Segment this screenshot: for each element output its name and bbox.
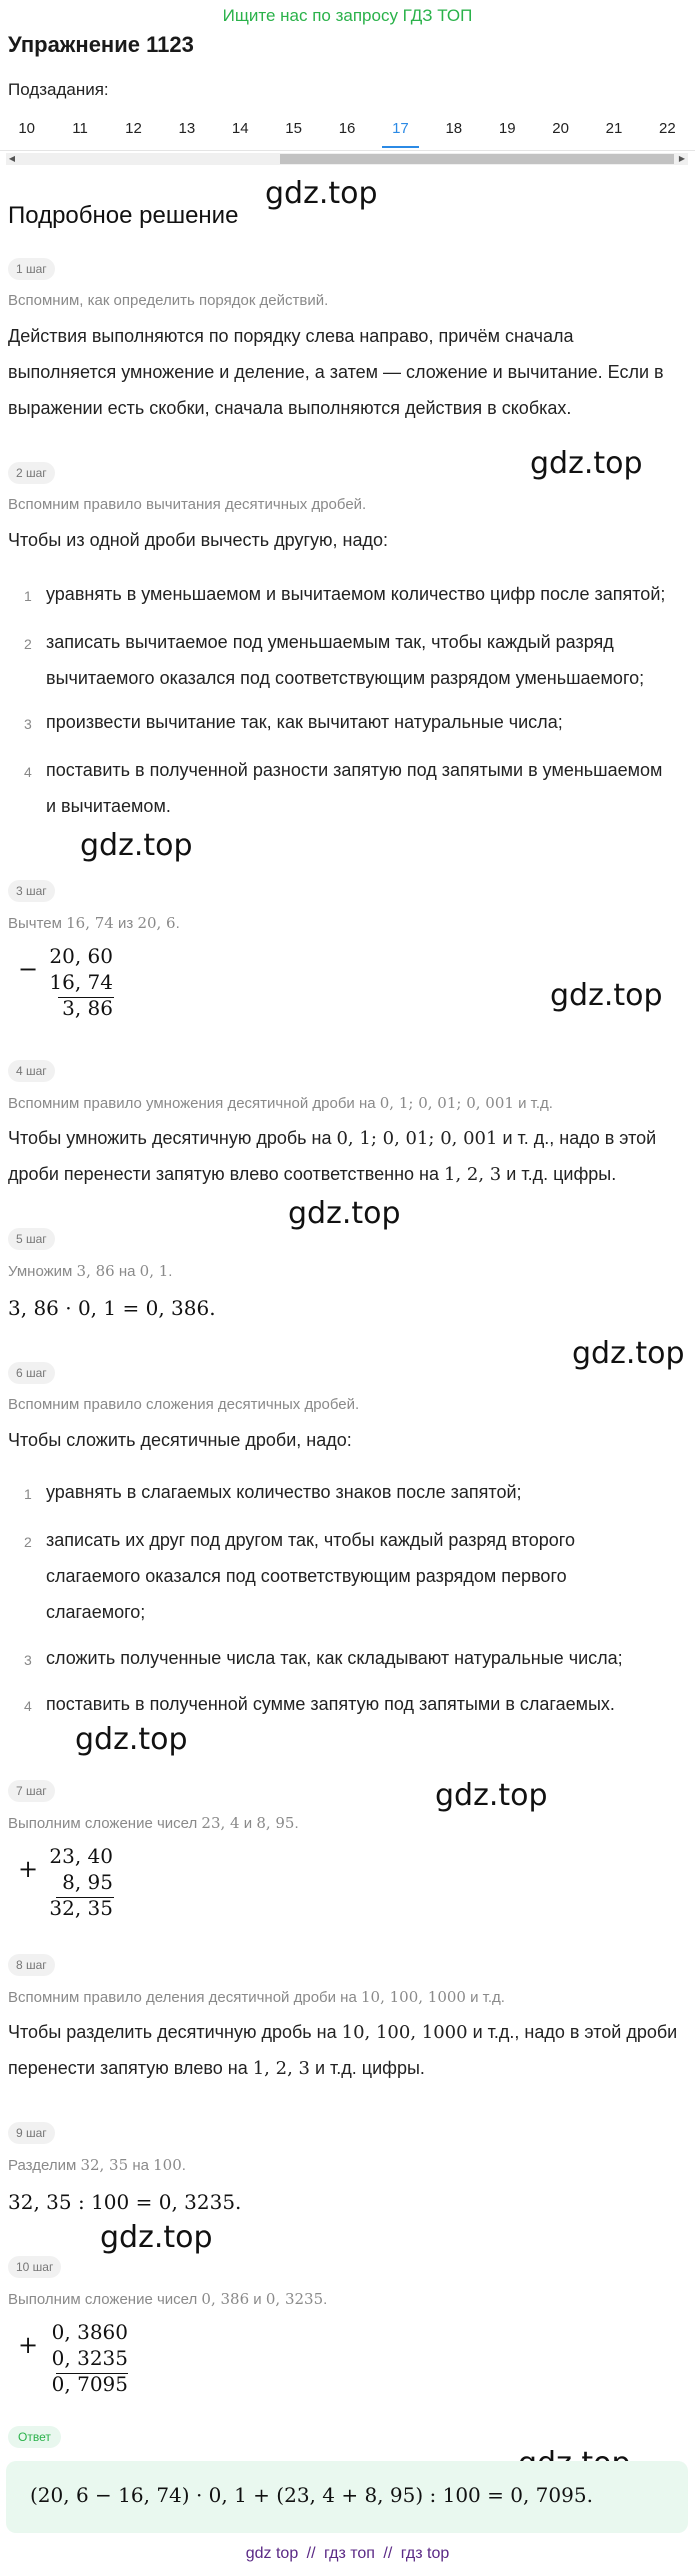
list-number: 4 [24,764,32,780]
subtask-tab-14[interactable]: 14 [231,120,249,137]
subtask-tabs [0,114,695,150]
column-top-number: 0, 3860 [51,2320,128,2344]
column-result: 3, 86 [62,996,113,1020]
step-badge: 5 шаг [8,1228,55,1250]
list-number: 2 [24,1534,32,1550]
list-item-text: и вычитаемом. [46,796,171,816]
equation: 3, 86 · 0, 1 = 0, 386. [8,1296,216,1320]
step-text-line: дроби перенести запятую влево соответственно на 1, 2, 3 и т.д. цифры. [8,1164,617,1185]
step-hint: Выполним сложение чисел 0, 386 и 0, 3235. [8,2290,328,2308]
tabs-divider [0,150,695,151]
list-item-text: записать вычитаемое под уменьшаемым так, чтобы каждый разряд [46,632,614,652]
step-hint: Вспомним правило деления десятичной дроби на 10, 100, 1000 и т.д. [8,1988,505,2006]
page-title: Упражнение 1123 [8,32,194,57]
step-badge: 7 шаг [8,1780,55,1802]
subtask-tab-10[interactable]: 10 [18,120,36,137]
watermark: gdz.top [265,176,378,211]
subtask-tab-17[interactable]: 17 [374,114,427,150]
step-text-line: выражении есть скобки, сначала выполняются действия в скобках. [8,398,572,418]
footer-separator: // [383,2545,393,2562]
step-text-line: Чтобы умножить десятичную дробь на 0, 1; 0, 01; 0, 001 и т. д., надо в этой [8,1128,657,1149]
step-text-line: Действия выполняются по порядку слева направо, причём сначала [8,326,574,346]
minus-operator: − [18,955,39,983]
subtask-tab-16[interactable]: 16 [338,120,356,137]
step-badge: 2 шаг [8,462,55,484]
watermark: gdz.top [288,1196,401,1231]
step-badge: 4 шаг [8,1060,55,1082]
column-bottom-number: 8, 95 [62,1870,113,1894]
list-item-text: вычитаемого оказался под соответствующим разрядом уменьшаемого; [46,668,645,688]
list-item-text: сложить полученные числа так, как складывают натуральные числа; [46,1648,623,1668]
subtask-tab-18[interactable]: 18 [445,120,463,137]
step-hint: Вспомним правило сложения десятичных дробей. [8,1396,360,1413]
column-bottom-number: 16, 74 [49,970,113,994]
plus-operator: + [18,2331,39,2359]
watermark: gdz.top [80,828,193,863]
watermark: gdz.top [100,2220,213,2255]
watermark: gdz.top [572,1336,685,1371]
step-text-line: перенести запятую влево на 1, 2, 3 и т.д. цифры. [8,2058,425,2079]
step-hint: Умножим 3, 86 на 0, 1. [8,1262,173,1280]
step-hint: Разделим 32, 35 на 100. [8,2156,186,2174]
subtask-tab-13[interactable]: 13 [178,120,196,137]
step-hint: Выполним сложение чисел 23, 4 и 8, 95. [8,1814,299,1832]
column-top-number: 23, 40 [49,1844,113,1868]
step-badge: 10 шаг [8,2256,61,2278]
footer-links [0,2545,695,2563]
step-text-line: Чтобы сложить десятичные дроби, надо: [8,1430,352,1450]
step-hint: Вычтем 16, 74 из 20, 6. [8,914,180,932]
list-item-text: слагаемого; [46,1602,146,1622]
subtask-tab-11[interactable]: 11 [72,120,88,137]
footer-link-gdz-top-ru[interactable]: гдз топ [324,2545,375,2562]
section-title: Подробное решение [8,202,239,229]
list-number: 3 [24,1652,32,1668]
plus-operator: + [18,1855,39,1883]
answer-equation: (20, 6 − 16, 74) · 0, 1 + (23, 4 + 8, 95) : 100 = 0, 7095. [30,2483,593,2507]
list-item-text: слагаемого оказался под соответствующим разрядом первого [46,1566,567,1586]
list-item-text: уравнять в уменьшаемом и вычитаемом количество цифр после запятой; [46,584,666,604]
footer-link-gdz-top-mixed[interactable]: гдз top [400,2545,450,2562]
watermark: gdz.top [75,1722,188,1757]
step-badge: 8 шаг [8,1954,55,1976]
list-item-text: записать их друг под другом так, чтобы каждый разряд второго [46,1530,575,1550]
subtask-tab-22[interactable]: 22 [659,120,676,137]
list-item-text: поставить в полученной сумме запятую под запятыми в слагаемых. [46,1694,615,1714]
step-hint: Вспомним правило умножения десятичной дроби на 0, 1; 0, 01; 0, 001 и т.д. [8,1094,553,1112]
subtasks-label: Подзадания: [8,80,109,99]
subtask-tab-12[interactable]: 12 [125,120,142,137]
scroll-right-icon[interactable]: ▶ [678,154,686,163]
horizontal-scrollbar[interactable] [6,153,688,165]
watermark: gdz.top [435,1778,548,1813]
watermark: gdz.top [550,978,663,1013]
column-result: 0, 7095 [51,2372,128,2396]
subtask-tab-19[interactable]: 19 [498,120,516,137]
equation: 32, 35 : 100 = 0, 3235. [8,2190,242,2214]
list-number: 3 [24,716,32,732]
list-number: 1 [24,588,32,604]
column-bottom-number: 0, 3235 [51,2346,128,2370]
answer-badge: Ответ [8,2426,61,2448]
footer-separator: // [306,2545,316,2562]
step-badge: 1 шаг [8,258,55,280]
subtask-tab-15[interactable]: 15 [285,120,302,137]
list-item-text: поставить в полученной разности запятую под запятыми в уменьшаемом [46,760,663,780]
answer-box [6,2461,688,2533]
step-hint: Вспомним, как определить порядок действий. [8,292,329,309]
step-text-line: Чтобы разделить десятичную дробь на 10, 100, 1000 и т.д., надо в этой дроби [8,2022,678,2043]
step-badge: 9 шаг [8,2122,55,2144]
subtask-tab-20[interactable]: 20 [552,120,569,137]
list-number: 2 [24,636,32,652]
list-number: 1 [24,1486,32,1502]
step-text-line: выполняется умножение и деление, а затем — сложение и вычитание. Если в [8,362,664,382]
column-result: 32, 35 [49,1896,113,1920]
footer-link-gdz-top[interactable]: gdz top [245,2545,299,2562]
list-item-text: уравнять в слагаемых количество знаков после запятой; [46,1482,522,1502]
list-item-text: произвести вычитание так, как вычитают натуральные числа; [46,712,563,732]
step-text-line: Чтобы из одной дроби вычесть другую, надо: [8,530,388,550]
watermark: gdz.top [530,446,643,481]
subtask-tab-21[interactable]: 21 [605,120,623,137]
step-badge: 3 шаг [8,880,55,902]
column-top-number: 20, 60 [49,944,113,968]
scroll-left-icon[interactable]: ◀ [8,154,16,163]
step-hint: Вспомним правило вычитания десятичных дробей. [8,496,367,513]
list-number: 4 [24,1698,32,1714]
step-badge: 6 шаг [8,1362,55,1384]
top-banner: Ищите нас по запросу ГДЗ ТОП [222,6,473,25]
scroll-thumb[interactable] [280,154,674,164]
